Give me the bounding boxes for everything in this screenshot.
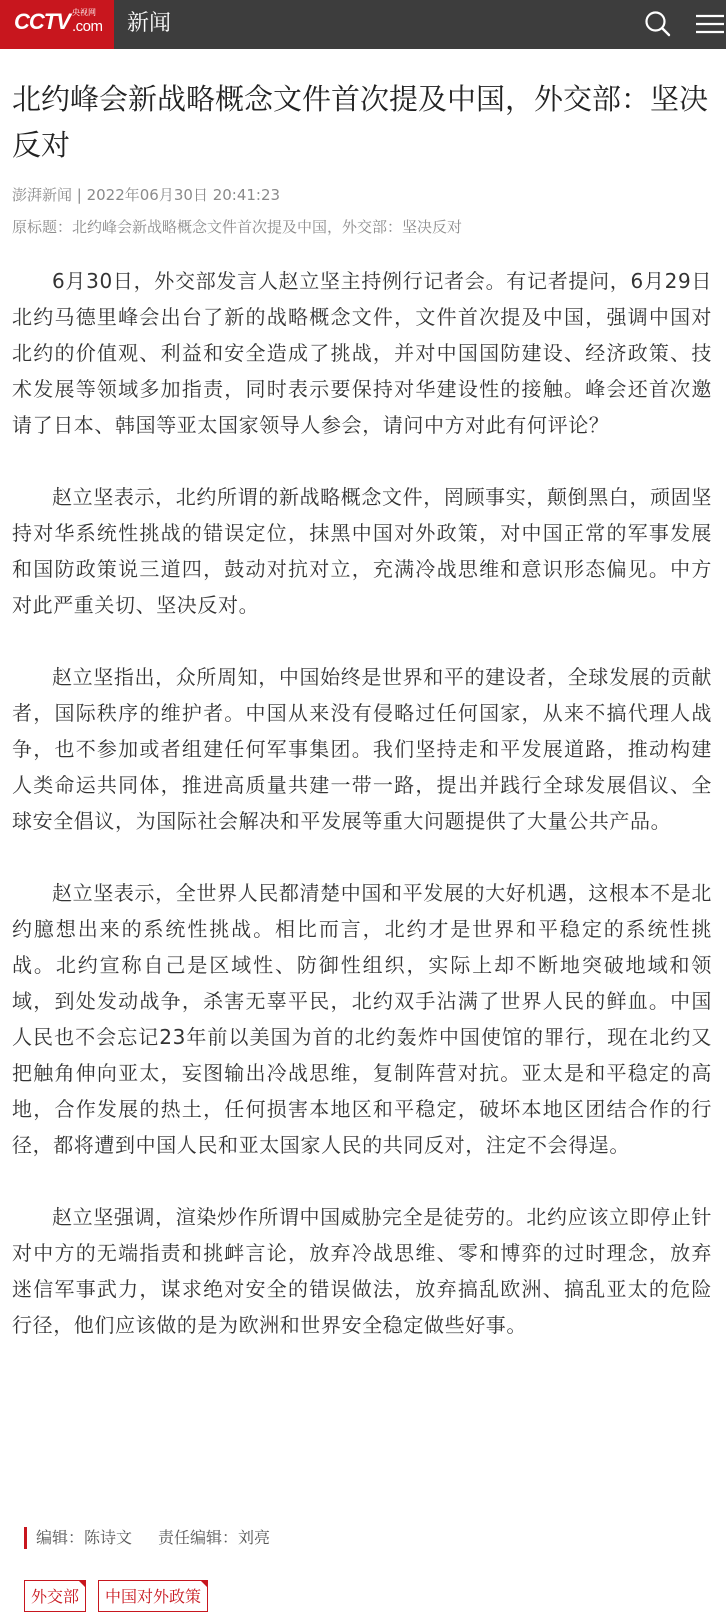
tag-list	[24, 1580, 220, 1612]
menu-button[interactable]	[694, 6, 726, 42]
article-paragraph: 赵立坚表示，北约所谓的新战略概念文件，罔顾事实，颠倒黑白，顽固坚持对华系统性挑战的错误定位，抹黑中国对外政策，对中国正常的军事发展和国防政策说三道四，鼓动对抗对立，充满冷战思维和意识形态偏见。中方对此严重关切、坚决反对。	[12, 485, 712, 617]
chief-editor-label: 责任编辑：刘亮	[158, 1528, 271, 1547]
search-button[interactable]	[640, 6, 676, 42]
article-title: 北约峰会新战略概念文件首次提及中国，外交部：坚决反对	[12, 82, 709, 162]
editor-label: 编辑：陈诗文	[36, 1528, 133, 1547]
menu-icon	[694, 6, 726, 42]
article-paragraph: 赵立坚表示，全世界人民都清楚中国和平发展的大好机遇，这根本不是北约臆想出来的系统性挑战。相比而言，北约才是世界和平稳定的系统性挑战。北约宣称自己是区域性、防御性组织，实际上却不断地突破地域和领域，到处发动战争，杀害无辜平民，北约双手沾满了世界人民的鲜血。中国人民也不会忘记23年前以美国为首的北约轰炸中国使馆的罪行，现在北约又把触角伸向亚太，妄图输出冷战思维，复制阵营对抗。亚太是和平稳定的高地，合作发展的热土，任何损害本地区和平稳定，破坏本地区团结合作的行径，都将遭到中国人民和亚太国家人民的共同反对，注定不会得逞。	[12, 881, 712, 1157]
tag-link[interactable]: 外交部	[24, 1580, 86, 1612]
logo-sub-text: 央视网	[72, 8, 96, 17]
top-nav-bar	[0, 0, 726, 49]
article-paragraph: 赵立坚指出，众所周知，中国始终是世界和平的建设者，全球发展的贡献者，国际秩序的维护者。中国从来没有侵略过任何国家，从来不搞代理人战争，也不参加或者组建任何军事集团。我们坚持走和平发展道路，推动构建人类命运共同体，推进高质量共建一带一路，提出并践行全球发展倡议、全球安全倡议，为国际社会解决和平发展等重大问题提供了大量公共产品。	[12, 665, 712, 833]
editor-credits	[24, 1527, 270, 1549]
search-icon	[640, 6, 676, 42]
logo-main-text: CCTV	[14, 9, 70, 34]
article-body	[12, 263, 712, 1379]
original-title: 原标题：北约峰会新战略概念文件首次提及中国，外交部：坚决反对	[12, 218, 463, 236]
article-paragraph: 6月30日，外交部发言人赵立坚主持例行记者会。有记者提问，6月29日北约马德里峰会出台了新的战略概念文件，文件首次提及中国，强调中国对北约的价值观、利益和安全造成了挑战，并对中国国防建设、经济政策、技术发展等领域多加指责，同时表示要保持对华建设性的接触。峰会还首次邀请了日本、韩国等亚太国家领导人参会，请问中方对此有何评论？	[12, 269, 712, 437]
section-title[interactable]: 新闻	[127, 11, 172, 36]
logo-com-text: .com	[72, 18, 103, 35]
tag-link[interactable]: 中国对外政策	[98, 1580, 208, 1612]
cctv-logo[interactable]	[0, 0, 114, 49]
article-paragraph: 赵立坚强调，渲染炒作所谓中国威胁完全是徒劳的。北约应该立即停止针对中方的无端指责和挑衅言论，放弃冷战思维、零和博弈的过时理念，放弃迷信军事武力，谋求绝对安全的错误做法，放弃搞乱欧洲、搞乱亚太的危险行径，他们应该做的是为欧洲和世界安全稳定做些好事。	[12, 1205, 712, 1337]
article-meta: 澎湃新闻 | 2022年06月30日 20:41:23	[12, 186, 281, 204]
